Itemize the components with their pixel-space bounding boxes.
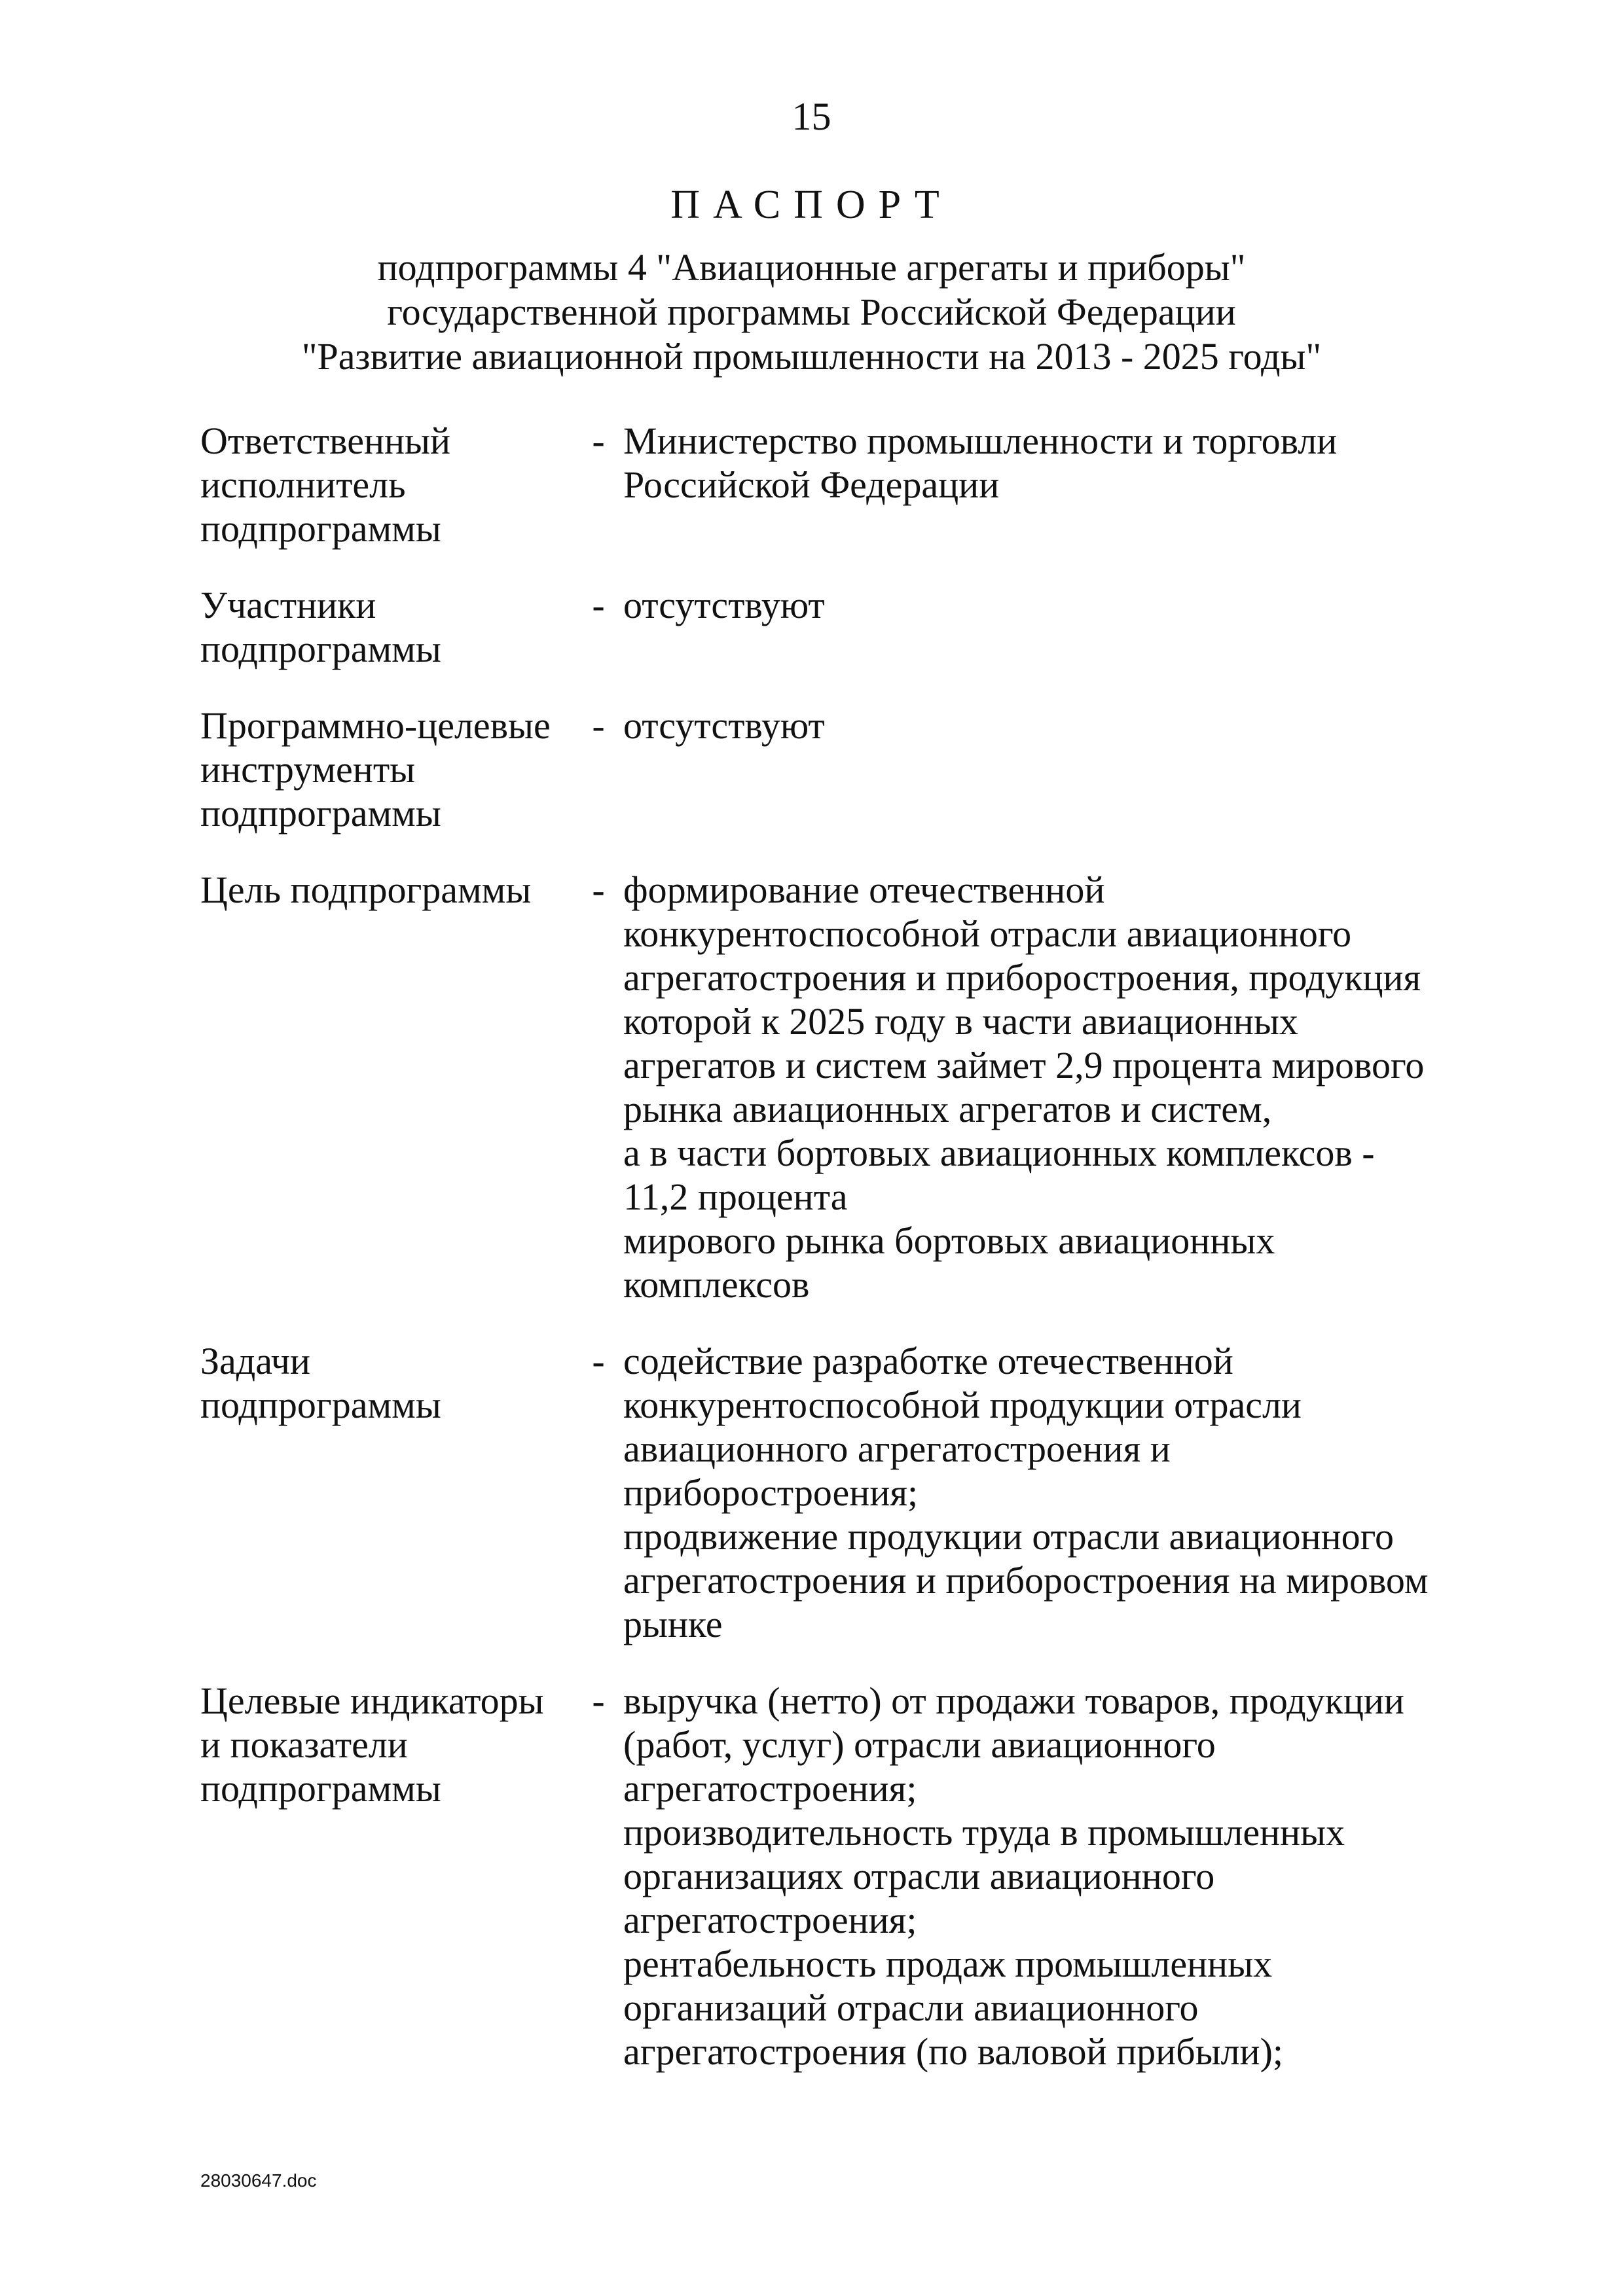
- row-label: [200, 1339, 574, 1427]
- row-label: [200, 583, 574, 671]
- label-line: Задачи: [200, 1340, 310, 1382]
- row-dash: -: [592, 704, 605, 747]
- label-line: Целевые индикаторы: [200, 1679, 544, 1722]
- value-line: агрегатостроения и приборостроения, продукция: [623, 956, 1421, 999]
- value-line: мирового рынка бортовых авиационных: [623, 1219, 1275, 1262]
- value-line: приборостроения;: [623, 1471, 919, 1514]
- value-line: (работ, услуг) отрасли авиационного: [623, 1723, 1216, 1766]
- label-line: исполнитель: [200, 463, 406, 506]
- passport-row-indicators: [200, 1679, 1464, 2073]
- row-dash: -: [592, 584, 605, 626]
- row-value: [623, 868, 1464, 1306]
- value-line: агрегатостроения;: [623, 1767, 917, 1810]
- passport-row-tasks: [200, 1339, 1464, 1646]
- subtitle-line: подпрограммы 4 "Авиационные агрегаты и приборы": [377, 246, 1246, 289]
- label-line: подпрограммы: [200, 628, 441, 670]
- passport-row-participants: [200, 583, 1464, 671]
- value-line: формирование отечественной: [623, 869, 1105, 911]
- passport-row-goal: [200, 868, 1464, 1306]
- label-line: Программно-целевые: [200, 704, 551, 747]
- value-line: агрегатостроения и приборостроения на мировом: [623, 1559, 1429, 1602]
- label-line: Ответственный: [200, 420, 451, 462]
- label-line: инструменты: [200, 748, 416, 791]
- value-line: агрегатостроения;: [623, 1899, 917, 1941]
- passport-row-responsible: [200, 419, 1464, 550]
- value-line: агрегатов и систем займет 2,9 процента мирового: [623, 1044, 1425, 1086]
- value-line: рынка авиационных агрегатов и систем,: [623, 1088, 1272, 1130]
- label-line: Цель подпрограммы: [200, 869, 532, 911]
- value-line: агрегатостроения (по валовой прибыли);: [623, 2030, 1284, 2073]
- label-line: и показатели: [200, 1723, 408, 1766]
- document-subtitle: [0, 245, 1623, 379]
- label-line: подпрограммы: [200, 1767, 441, 1810]
- page-number: 15: [792, 95, 831, 138]
- value-line: которой к 2025 году в части авиационных: [623, 1000, 1298, 1043]
- value-line: организациях отрасли авиационного: [623, 1855, 1215, 1897]
- label-line: Участники: [200, 584, 376, 626]
- value-line: Министерство промышленности и торговли: [623, 420, 1338, 462]
- row-label: [200, 419, 574, 550]
- value-line: а в части бортовых авиационных комплексов -: [623, 1132, 1375, 1174]
- row-value: [623, 583, 1464, 627]
- value-line: рентабельность продаж промышленных: [623, 1943, 1273, 1985]
- value-line: 11,2 процента: [623, 1175, 848, 1218]
- value-line: организаций отрасли авиационного: [623, 1986, 1199, 2029]
- value-line: комплексов: [623, 1263, 810, 1306]
- row-label: [200, 704, 574, 835]
- value-line: выручка (нетто) от продажи товаров, продукции: [623, 1679, 1404, 1722]
- value-line: отсутствуют: [623, 704, 825, 747]
- value-line: конкурентоспособной отрасли авиационного: [623, 912, 1352, 955]
- label-line: подпрограммы: [200, 792, 441, 834]
- row-value: [623, 704, 1464, 747]
- value-line: продвижение продукции отрасли авиационного: [623, 1515, 1395, 1558]
- row-label: [200, 1679, 574, 1810]
- row-label: [200, 868, 574, 912]
- value-line: отсутствуют: [623, 584, 825, 626]
- row-value: [623, 1339, 1464, 1646]
- label-line: подпрограммы: [200, 507, 441, 550]
- row-dash: -: [592, 1679, 605, 1722]
- value-line: авиационного агрегатостроения и: [623, 1427, 1171, 1470]
- row-dash: -: [592, 420, 605, 462]
- passport-table: [200, 419, 1464, 2106]
- subtitle-line: государственной программы Российской Федерации: [387, 291, 1236, 333]
- value-line: производительность труда в промышленных: [623, 1811, 1345, 1854]
- row-dash: -: [592, 1340, 605, 1382]
- row-value: [623, 419, 1464, 507]
- value-line: Российской Федерации: [623, 463, 1000, 506]
- row-value: [623, 1679, 1464, 2073]
- value-line: содействие разработке отечественной: [623, 1340, 1233, 1382]
- passport-row-instruments: [200, 704, 1464, 835]
- file-name-footer: 28030647.doc: [200, 2170, 317, 2191]
- row-dash: -: [592, 869, 605, 911]
- value-line: рынке: [623, 1603, 723, 1645]
- value-line: конкурентоспособной продукции отрасли: [623, 1384, 1302, 1426]
- label-line: подпрограммы: [200, 1384, 441, 1426]
- subtitle-line: "Развитие авиационной промышленности на 2013 - 2025 годы": [301, 335, 1322, 378]
- document-title: ПАСПОРТ: [670, 183, 953, 227]
